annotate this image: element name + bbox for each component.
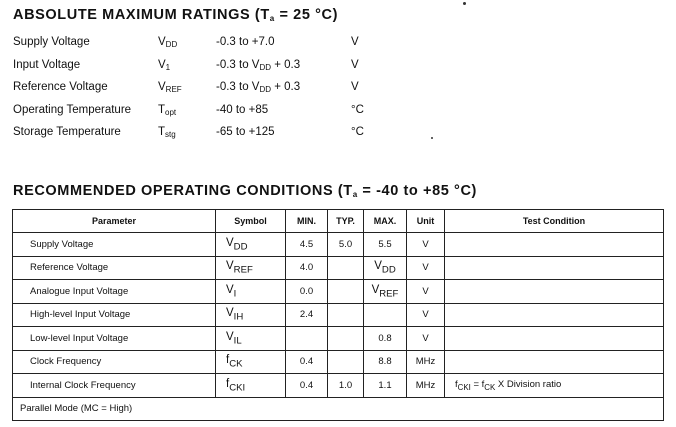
- rating-symbol-letter: V: [158, 81, 166, 93]
- rating-parameter: Input Voltage: [13, 59, 81, 71]
- table-row: [13, 303, 664, 327]
- cell-max: [364, 350, 407, 374]
- symbol-letter: V: [226, 330, 234, 343]
- cell-parameter: Low-level Input Voltage: [13, 327, 216, 351]
- rating-value-text: -40 to +85: [216, 104, 269, 116]
- cell-parameter: High-level Input Voltage: [13, 303, 216, 327]
- cell-unit: V: [407, 280, 445, 304]
- rating-row: [13, 36, 373, 54]
- rating-value-subscript: DD: [259, 85, 272, 94]
- cell-typ: [328, 256, 364, 280]
- cell-unit: V: [407, 233, 445, 257]
- cell-symbol: [216, 350, 286, 374]
- rating-symbol-letter: T: [158, 104, 166, 116]
- cell-symbol: [216, 303, 286, 327]
- symbol-subscript: IL: [233, 334, 242, 346]
- cell-unit: V: [407, 303, 445, 327]
- recommended-conditions-title: RECOMMENDED OPERATING CONDITIONS ($T_a = -40$ to +85 °C): [13, 183, 477, 199]
- symbol-letter: V: [226, 307, 234, 320]
- rating-symbol: [158, 36, 177, 49]
- cell-unit: MHz: [407, 350, 445, 374]
- cell-typ: [328, 280, 364, 304]
- symbol-letter: V: [226, 260, 234, 273]
- cell-test-condition: [445, 327, 664, 351]
- rating-value-text: -0.3 to V: [216, 59, 260, 71]
- symbol-subscript: REF: [233, 264, 253, 276]
- header-typ: TYP.: [328, 210, 364, 233]
- rating-symbol-subscript: stg: [165, 130, 176, 139]
- header-symbol: Symbol: [216, 210, 286, 233]
- cell-max: [364, 303, 407, 327]
- cell-max: [364, 280, 407, 304]
- cell-symbol: [216, 256, 286, 280]
- cell-test-condition: [445, 303, 664, 327]
- rating-value-subscript: DD: [259, 63, 272, 72]
- cell-min: 0.4: [286, 350, 328, 374]
- cell-parameter: Analogue Input Voltage: [13, 280, 216, 304]
- rating-symbol-subscript: 1: [165, 63, 171, 72]
- table-row: [13, 374, 664, 398]
- max-subscript: REF: [379, 287, 399, 299]
- cell-parameter: Supply Voltage: [13, 233, 216, 257]
- rating-symbol-subscript: REF: [165, 85, 182, 94]
- condition-equals: = f: [470, 378, 485, 390]
- header-max: MAX.: [364, 210, 407, 233]
- cell-symbol: [216, 374, 286, 398]
- condition-subscript-2: CK: [484, 382, 496, 392]
- symbol-subscript: CK: [229, 358, 243, 370]
- header-unit: Unit: [407, 210, 445, 233]
- symbol-letter: f: [226, 377, 230, 390]
- symbol-subscript: DD: [233, 240, 248, 252]
- table-row: [13, 327, 664, 351]
- rating-symbol-subscript: DD: [165, 40, 178, 49]
- rating-symbol: [158, 104, 176, 117]
- table-header-row: [13, 210, 664, 233]
- rating-value-text: -0.3 to +7.0: [216, 36, 275, 48]
- rating-symbol: [158, 81, 182, 94]
- rating-parameter: Storage Temperature: [13, 126, 121, 138]
- rating-unit: V: [351, 59, 359, 71]
- cell-typ: [328, 350, 364, 374]
- rating-symbol-letter: V: [158, 36, 166, 48]
- cell-test-condition: [445, 256, 664, 280]
- cell-symbol: [216, 280, 286, 304]
- symbol-subscript: IH: [233, 311, 244, 323]
- table-row: [13, 280, 664, 304]
- cell-test-condition: [445, 374, 664, 398]
- max-value: V: [374, 260, 382, 273]
- cell-max: [364, 327, 407, 351]
- cell-parameter: Clock Frequency: [13, 350, 216, 374]
- scan-speck: [431, 137, 433, 139]
- symbol-subscript: I: [233, 287, 237, 299]
- symbol-letter: V: [226, 283, 234, 296]
- rating-value-tail: + 0.3: [271, 59, 301, 71]
- header-parameter: Parameter: [13, 210, 216, 233]
- rating-unit: °C: [351, 126, 364, 138]
- rating-value-tail: + 0.3: [271, 81, 301, 93]
- rating-unit: V: [351, 36, 359, 48]
- cell-typ: [328, 327, 364, 351]
- absolute-max-ratings-title: ABSOLUTE MAXIMUM RATINGS ($T_a = 25$ °C): [13, 7, 339, 23]
- max-value: V: [371, 283, 380, 296]
- cell-max: [364, 374, 407, 398]
- cell-symbol: [216, 233, 286, 257]
- cell-unit: MHz: [407, 374, 445, 398]
- header-test-condition: Test Condition: [445, 210, 664, 233]
- scan-speck: [463, 2, 466, 5]
- symbol-subscript: CKI: [229, 381, 246, 393]
- cell-typ: [328, 303, 364, 327]
- cell-min: 0.0: [286, 280, 328, 304]
- cell-unit: V: [407, 327, 445, 351]
- rating-value: [216, 59, 300, 72]
- header-min: MIN.: [286, 210, 328, 233]
- rating-symbol-letter: V: [158, 59, 166, 71]
- recommended-conditions-table: [12, 209, 664, 421]
- cell-test-condition: [445, 233, 664, 257]
- rating-row: [13, 59, 373, 77]
- rating-row: [13, 104, 373, 122]
- max-value: 8.8: [378, 356, 392, 368]
- rating-unit: V: [351, 81, 359, 93]
- rating-parameter: Supply Voltage: [13, 36, 90, 48]
- rating-symbol-subscript: opt: [165, 108, 177, 117]
- cell-typ: 5.0: [328, 233, 364, 257]
- cell-unit: V: [407, 256, 445, 280]
- rating-value: [216, 126, 275, 138]
- symbol-letter: f: [226, 354, 230, 367]
- section-label: Parallel Mode (MC = High): [13, 397, 664, 421]
- max-value: 1.1: [378, 379, 392, 391]
- cell-max: [364, 233, 407, 257]
- cell-min: [286, 327, 328, 351]
- max-value: 5.5: [378, 238, 392, 250]
- table-section-row: [13, 397, 664, 421]
- rating-value: [216, 104, 268, 116]
- condition-tail: X Division ratio: [495, 378, 562, 390]
- condition-f: f: [455, 378, 458, 390]
- cell-parameter: Reference Voltage: [13, 256, 216, 280]
- table-row: [13, 350, 664, 374]
- cell-max: [364, 256, 407, 280]
- max-subscript: DD: [381, 264, 396, 276]
- rating-value-text: -65 to +125: [216, 126, 275, 138]
- cell-typ: 1.0: [328, 374, 364, 398]
- rating-unit: °C: [351, 104, 364, 116]
- cell-min: 4.5: [286, 233, 328, 257]
- rating-symbol: [158, 59, 170, 72]
- cell-min: 0.4: [286, 374, 328, 398]
- rating-row: [13, 126, 373, 144]
- rating-row: [13, 81, 373, 99]
- rating-parameter: Operating Temperature: [13, 104, 132, 116]
- symbol-letter: V: [226, 236, 234, 249]
- rating-symbol-letter: T: [158, 126, 166, 138]
- cell-symbol: [216, 327, 286, 351]
- rating-value: [216, 81, 300, 94]
- rating-value-text: -0.3 to V: [216, 81, 260, 93]
- rating-parameter: Reference Voltage: [13, 81, 108, 93]
- cell-test-condition: [445, 350, 664, 374]
- cell-parameter: Internal Clock Frequency: [13, 374, 216, 398]
- rating-symbol: [158, 126, 176, 139]
- condition-subscript: CKI: [457, 382, 471, 392]
- table-row: [13, 233, 664, 257]
- table-row: [13, 256, 664, 280]
- cell-min: 4.0: [286, 256, 328, 280]
- rating-value: [216, 36, 275, 48]
- max-value: 0.8: [378, 332, 392, 344]
- cell-min: 2.4: [286, 303, 328, 327]
- cell-test-condition: [445, 280, 664, 304]
